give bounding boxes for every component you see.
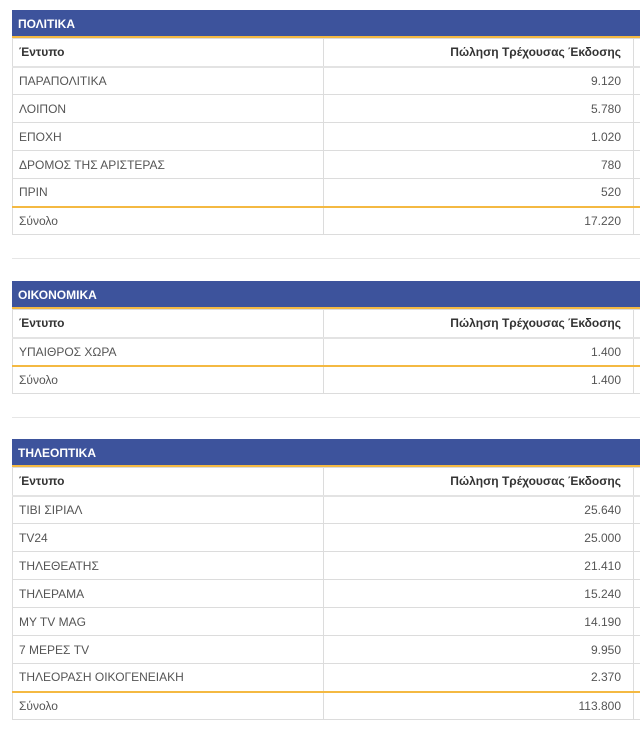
row-sales: 5.780	[324, 95, 634, 123]
column-header-sales: Πώληση Τρέχουσας Έκδοσης	[324, 310, 634, 338]
table-row	[13, 664, 640, 692]
total-value: 1.400	[324, 366, 634, 394]
column-header-sales: Πώληση Τρέχουσας Έκδοσης	[324, 468, 634, 496]
section-divider	[12, 258, 640, 259]
row-sales: 25.640	[324, 496, 634, 524]
sales-table	[12, 38, 640, 235]
table-row	[13, 636, 640, 664]
sales-table	[12, 309, 640, 394]
sales-table	[12, 467, 640, 720]
total-row	[13, 366, 640, 394]
row-sales: 25.000	[324, 524, 634, 552]
row-title: ΤΙΒΙ ΣΙΡΙΑΛ	[13, 496, 324, 524]
row-title: MY TV MAG	[13, 608, 324, 636]
total-row	[13, 207, 640, 235]
row-sales: 15.240	[324, 580, 634, 608]
row-title: ΔΡΟΜΟΣ ΤΗΣ ΑΡΙΣΤΕΡΑΣ	[13, 151, 324, 179]
total-label: Σύνολο	[13, 207, 324, 235]
total-label: Σύνολο	[13, 366, 324, 394]
column-header-title: Έντυπο	[13, 468, 324, 496]
section-header: ΠΟΛΙΤΙΚΑ	[12, 10, 640, 38]
table-row	[13, 67, 640, 95]
table-header-row	[13, 310, 640, 338]
table-header-row	[13, 39, 640, 67]
row-title: TV24	[13, 524, 324, 552]
row-title: ΤΗΛΕΡΑΜΑ	[13, 580, 324, 608]
section-tileoptika	[12, 439, 640, 720]
column-header-sales: Πώληση Τρέχουσας Έκδοσης	[324, 39, 634, 67]
table-row	[13, 580, 640, 608]
row-sales: 14.190	[324, 608, 634, 636]
section-header: ΤΗΛΕΟΠΤΙΚΑ	[12, 439, 640, 467]
table-row	[13, 179, 640, 207]
row-title: ΥΠΑΙΘΡΟΣ ΧΩΡΑ	[13, 338, 324, 366]
section-divider	[12, 417, 640, 418]
section-header: ΟΙΚΟΝΟΜΙΚΑ	[12, 281, 640, 309]
total-value: 17.220	[324, 207, 634, 235]
row-sales: 1.400	[324, 338, 634, 366]
row-title: ΛΟΙΠΟΝ	[13, 95, 324, 123]
row-title: 7 ΜΕΡΕΣ TV	[13, 636, 324, 664]
column-header-title: Έντυπο	[13, 39, 324, 67]
table-row	[13, 552, 640, 580]
table-row	[13, 123, 640, 151]
row-sales: 1.020	[324, 123, 634, 151]
table-row	[13, 151, 640, 179]
section-oikonomika	[12, 281, 640, 394]
column-header-title: Έντυπο	[13, 310, 324, 338]
row-title: ΠΡΙΝ	[13, 179, 324, 207]
total-value: 113.800	[324, 692, 634, 720]
table-row	[13, 608, 640, 636]
section-politika	[12, 10, 640, 235]
table-row	[13, 496, 640, 524]
table-row	[13, 95, 640, 123]
table-row	[13, 524, 640, 552]
row-title: ΤΗΛΕΟΡΑΣΗ ΟΙΚΟΓΕΝΕΙΑΚΗ	[13, 664, 324, 692]
table-header-row	[13, 468, 640, 496]
row-sales: 21.410	[324, 552, 634, 580]
row-sales: 9.120	[324, 67, 634, 95]
row-sales: 9.950	[324, 636, 634, 664]
row-sales: 780	[324, 151, 634, 179]
row-sales: 520	[324, 179, 634, 207]
row-title: ΕΠΟΧΗ	[13, 123, 324, 151]
row-title: ΤΗΛΕΘΕΑΤΗΣ	[13, 552, 324, 580]
table-row	[13, 338, 640, 366]
row-sales: 2.370	[324, 664, 634, 692]
row-title: ΠΑΡΑΠΟΛΙΤΙΚΑ	[13, 67, 324, 95]
total-label: Σύνολο	[13, 692, 324, 720]
total-row	[13, 692, 640, 720]
